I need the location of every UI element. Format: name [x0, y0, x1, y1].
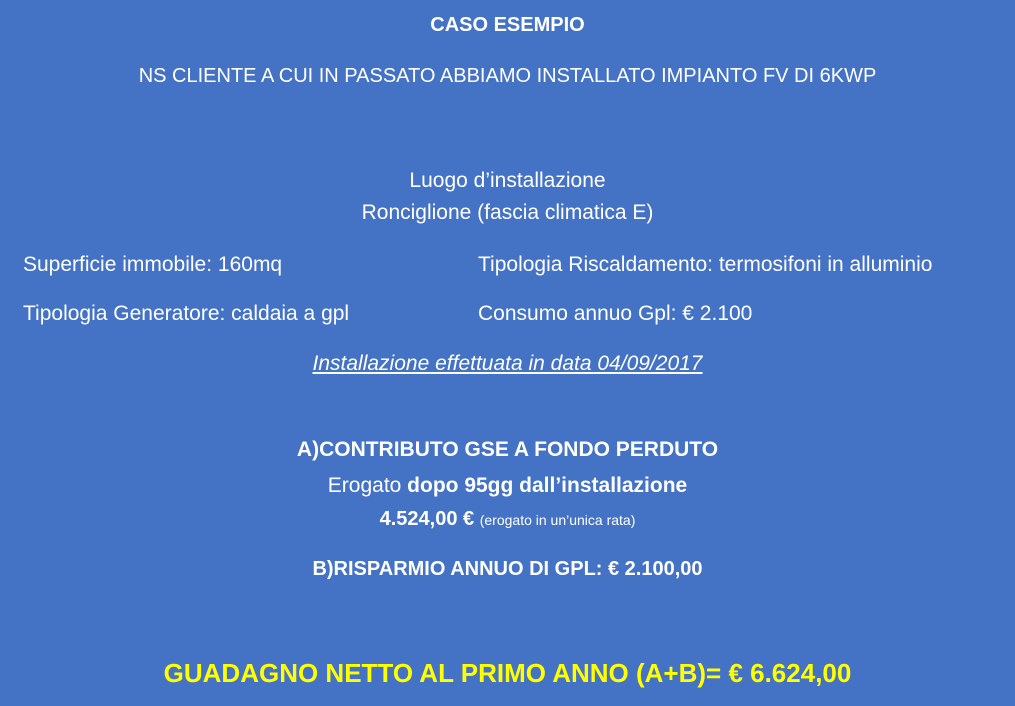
installation-date [0, 352, 1015, 376]
installation-date-text: Installazione effettuata in data 04/09/2017 [312, 352, 703, 375]
contribution-paid-prefix: Erogato [327, 474, 408, 497]
contribution-amount-line [0, 508, 1015, 531]
consumption-detail: Consumo annuo Gpl: € 2.100 [478, 302, 753, 325]
surface-detail: Superficie immobile: 160mq [23, 253, 283, 276]
contribution-amount: 4.524,00 € [379, 508, 475, 530]
contribution-paid-after: dopo 95gg dall’installazione [407, 474, 688, 497]
location-value: Ronciglione (fascia climatica E) [361, 201, 654, 224]
generator-detail: Tipologia Generatore: caldaia a gpl [23, 302, 350, 325]
contribution-paid-line [0, 474, 1015, 498]
contribution-title: A)CONTRIBUTO GSE A FONDO PERDUTO [296, 438, 719, 461]
page-subtitle: NS CLIENTE A CUI IN PASSATO ABBIAMO INSTALLATO IMPIANTO FV DI 6KWP [138, 65, 877, 87]
location-label: Luogo d’installazione [409, 169, 606, 192]
heating-type-detail: Tipologia Riscaldamento: termosifoni in alluminio [478, 253, 933, 276]
page-title: CASO ESEMPIO [430, 14, 585, 36]
net-gain: GUADAGNO NETTO AL PRIMO ANNO (A+B)= € 6.624,00 [163, 658, 852, 688]
saving-line: B)RISPARMIO ANNUO DI GPL: € 2.100,00 [312, 558, 703, 580]
contribution-amount-note: (erogato in un’unica rata) [479, 512, 636, 528]
